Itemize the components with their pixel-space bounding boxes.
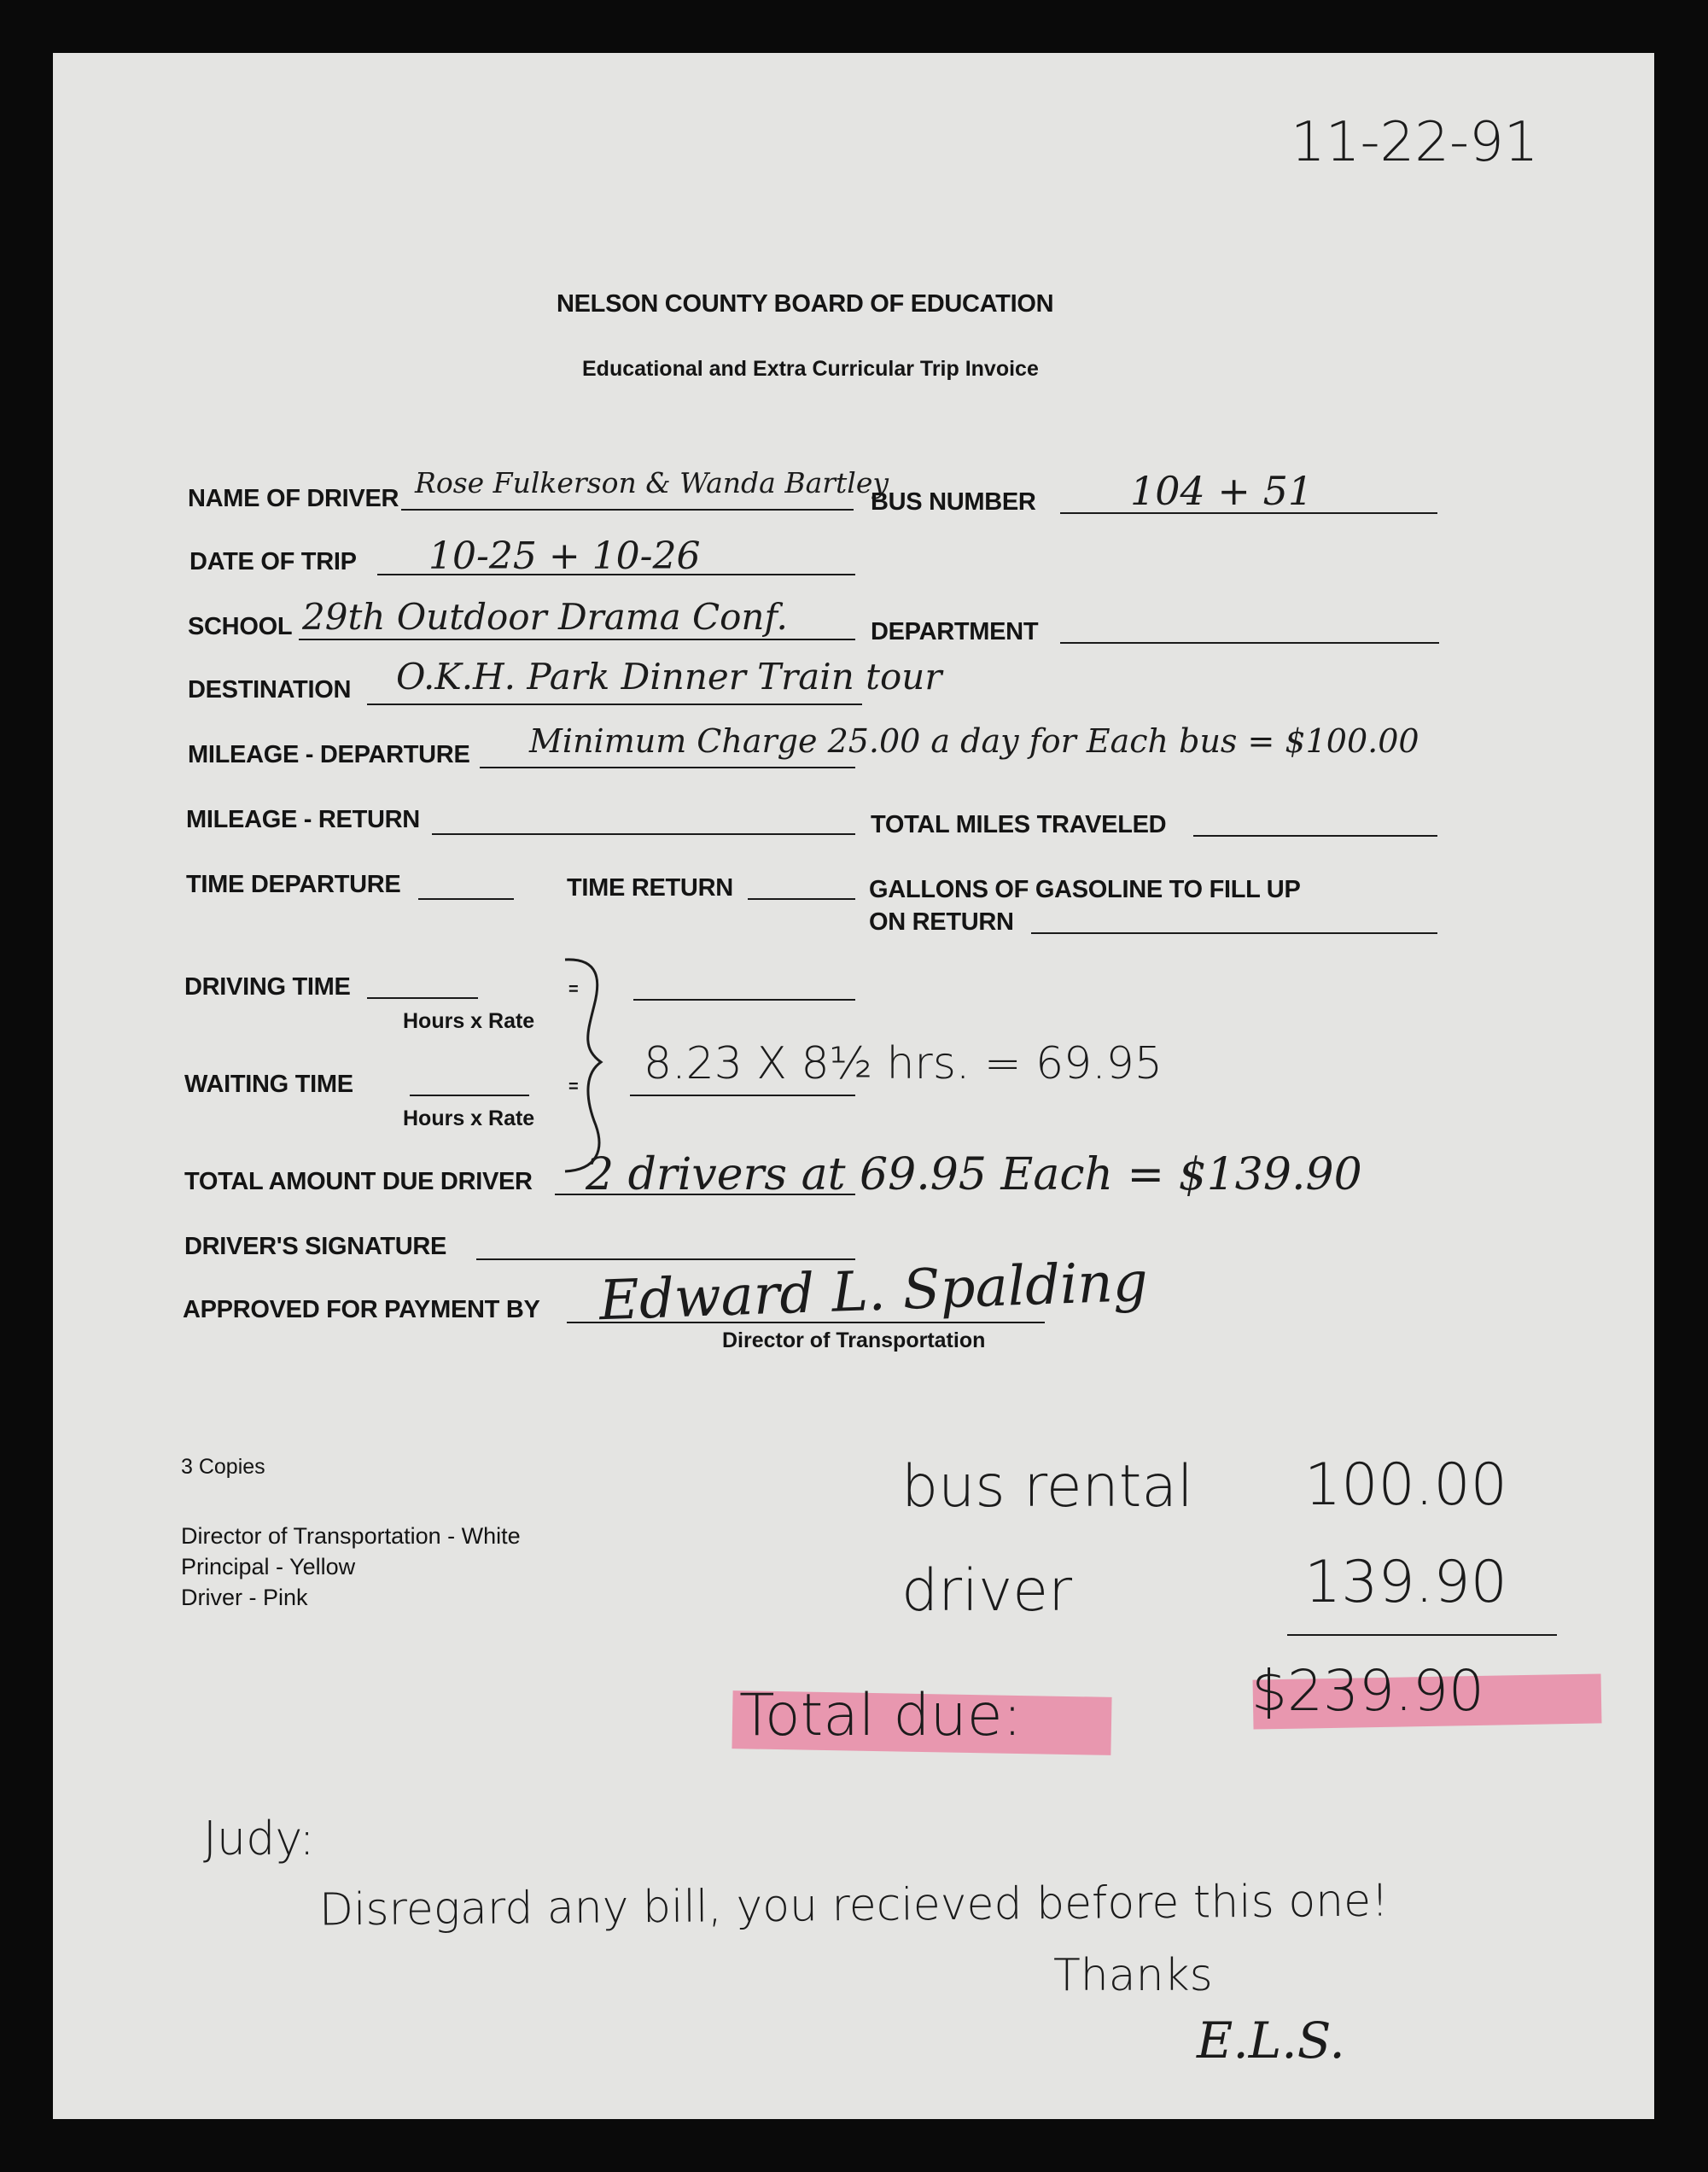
mileage-departure-label: MILEAGE - DEPARTURE [188, 741, 470, 768]
waiting-time-label: WAITING TIME [184, 1071, 353, 1098]
organization-title: NELSON COUNTY BOARD OF EDUCATION [557, 290, 1054, 318]
school-value: 29th Outdoor Drama Conf. [302, 596, 788, 638]
bus-number-label: BUS NUMBER [871, 488, 1036, 516]
destination-line [367, 704, 862, 705]
rate-calculation-value: 8.23 X 8½ hrs. = 69.95 [644, 1038, 1163, 1089]
copies-line-3: Driver - Pink [181, 1585, 308, 1610]
date-note: 11-22-91 [1291, 111, 1539, 174]
driver-signature-line [476, 1258, 855, 1260]
gallons-label-1: GALLONS OF GASOLINE TO FILL UP [869, 876, 1301, 903]
copies-line-2: Principal - Yellow [181, 1554, 356, 1579]
total-due-driver-value: 2 drivers at 69.95 Each = $139.90 [586, 1149, 1362, 1200]
total-miles-line [1193, 835, 1437, 837]
driver-name-line [401, 509, 854, 511]
school-line [299, 639, 855, 640]
time-departure-line [418, 898, 514, 900]
equals-sign-2: = [568, 1077, 579, 1096]
date-of-trip-value: 10-25 + 10-26 [428, 534, 701, 578]
brace-mark [548, 955, 642, 1176]
driver-cost-value: 139.90 [1304, 1549, 1507, 1616]
mileage-return-label: MILEAGE - RETURN [186, 806, 420, 833]
driver-name-label: NAME OF DRIVER [188, 485, 399, 512]
total-due-driver-label: TOTAL AMOUNT DUE DRIVER [184, 1168, 533, 1195]
mileage-departure-line [480, 767, 855, 768]
hours-rate-label-2: Hours x Rate [403, 1106, 535, 1130]
mileage-return-line [432, 833, 855, 835]
approver-signature: Edward L. Spalding [598, 1250, 1149, 1334]
time-return-label: TIME RETURN [567, 874, 733, 902]
department-label: DEPARTMENT [871, 618, 1039, 645]
bus-rental-value: 100.00 [1304, 1451, 1507, 1519]
note-body: Disregard any bill, you recieved before this one! [318, 1875, 1390, 1936]
total-due-label: Total due: [739, 1682, 1023, 1749]
driver-name-value: Rose Fulkerson & Wanda Bartley [415, 466, 889, 499]
time-departure-label: TIME DEPARTURE [186, 871, 401, 898]
department-line [1060, 642, 1439, 644]
gallons-line [1031, 932, 1437, 934]
mileage-departure-value: Minimum Charge 25.00 a day for Each bus = $100.00 [529, 722, 1419, 760]
note-greeting: Judy: [203, 1812, 315, 1865]
invoice-page [53, 53, 1654, 2119]
director-of-transportation-label: Director of Transportation [722, 1328, 986, 1352]
approved-for-payment-label: APPROVED FOR PAYMENT BY [183, 1296, 540, 1323]
date-of-trip-label: DATE OF TRIP [189, 548, 357, 575]
school-label: SCHOOL [188, 613, 293, 640]
note-closing: Thanks [1053, 1950, 1213, 2001]
time-return-line [748, 898, 855, 900]
sum-line [1287, 1634, 1557, 1636]
driving-result-line [633, 999, 855, 1001]
destination-value: O.K.H. Park Dinner Train tour [396, 656, 942, 698]
bus-number-value: 104 + 51 [1130, 468, 1314, 514]
gallons-label-2: ON RETURN [869, 908, 1014, 936]
copies-title: 3 Copies [181, 1455, 265, 1479]
form-title: Educational and Extra Curricular Trip Invoice [582, 357, 1039, 381]
destination-label: DESTINATION [188, 676, 352, 704]
driving-time-line [367, 997, 478, 999]
waiting-time-line [410, 1095, 529, 1096]
note-initials: E.L.S. [1197, 2011, 1345, 2070]
total-miles-label: TOTAL MILES TRAVELED [871, 811, 1167, 838]
waiting-result-line [630, 1095, 855, 1096]
hours-rate-label-1: Hours x Rate [403, 1009, 535, 1033]
driver-signature-label: DRIVER'S SIGNATURE [184, 1233, 447, 1260]
driver-cost-label: driver [901, 1557, 1073, 1625]
total-due-value: $239.90 [1251, 1658, 1484, 1724]
driving-time-label: DRIVING TIME [184, 973, 351, 1001]
copies-line-1: Director of Transportation - White [181, 1523, 521, 1549]
bus-rental-label: bus rental [901, 1453, 1193, 1521]
equals-sign-1: = [568, 980, 579, 999]
